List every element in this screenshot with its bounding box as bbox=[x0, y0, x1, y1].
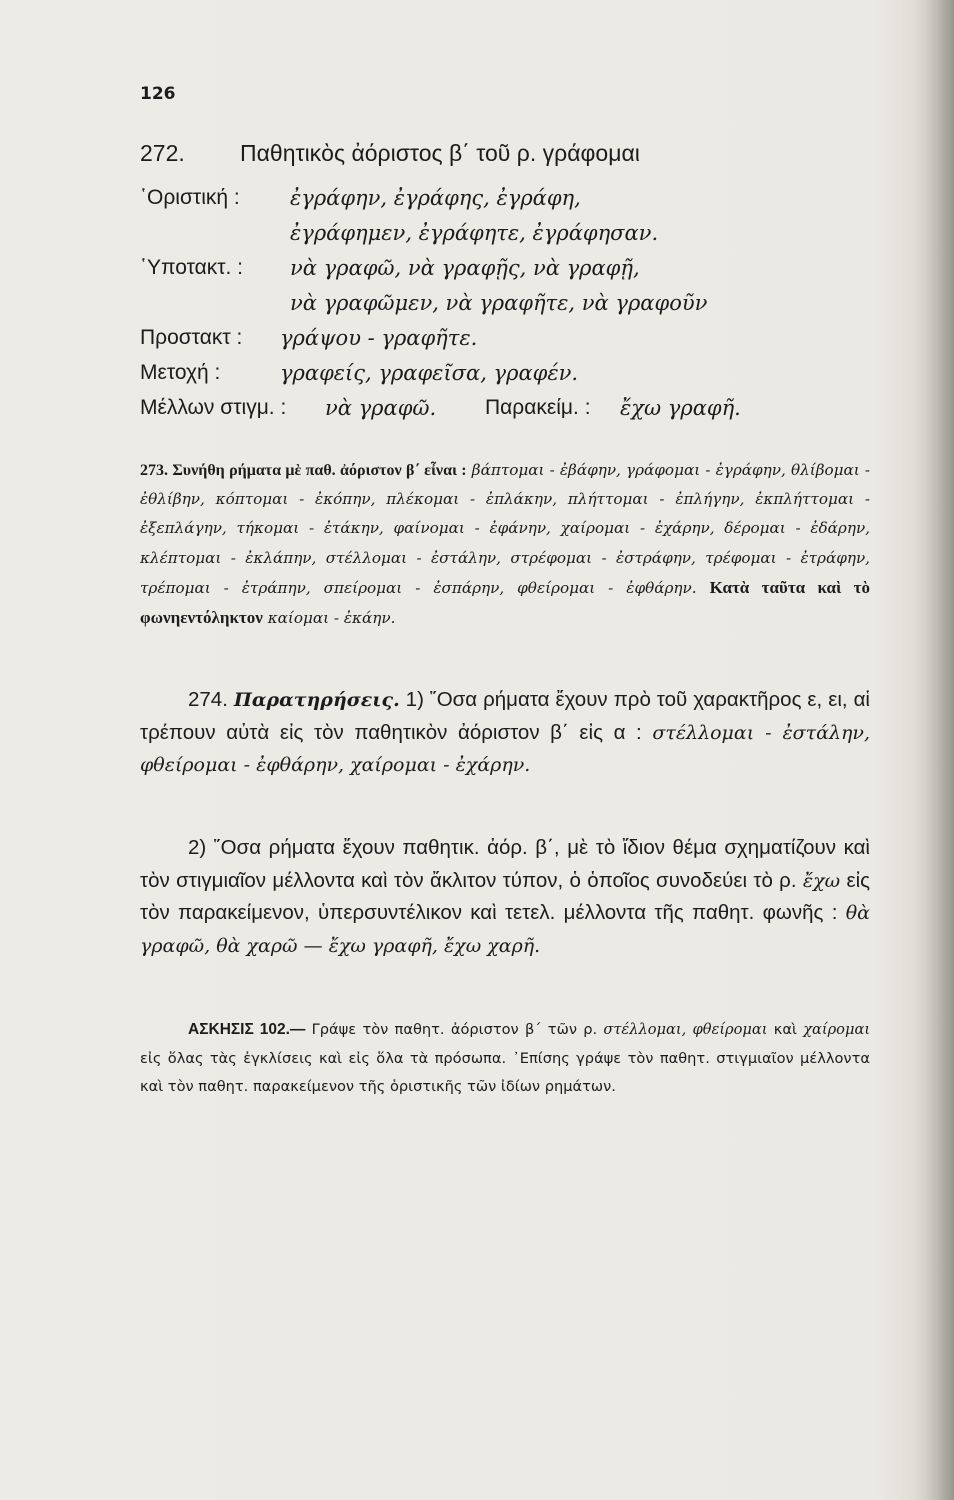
section-272-heading bbox=[140, 140, 640, 167]
conjugation-row bbox=[140, 256, 900, 291]
remark-text: εἰς τὸν παρακείμενον, ὑπερσυντέλικον καὶ τετελ. μέλλοντα τῆς παθητ. φωνῆς : bbox=[140, 868, 871, 925]
mood-label: ῾Οριστική : bbox=[140, 186, 240, 209]
exercise-text: εἰς ὅλας τὰς ἐγκλίσεις καὶ εἰς ὅλα τὰ πρόσωπα. ᾽Επίσης γράψε τὸν παθητ. στιγμιαῖον μέλλοντα καὶ τὸν παθητ. παρακείμενον τῆς ὁριστικῆς τῶν ἰδίων ρημάτων. bbox=[140, 1049, 870, 1095]
remark-echo-word: ἔχω bbox=[802, 869, 841, 892]
verb-forms: ἔχω γραφῆ. bbox=[620, 396, 741, 420]
conjugation-row bbox=[140, 221, 900, 256]
mood-label: ῾Υποτακτ. : bbox=[140, 256, 244, 279]
verb-forms: γραφείς, γραφεῖσα, γραφέν. bbox=[280, 361, 579, 385]
page-edge-shadow bbox=[914, 0, 954, 1500]
conjugation-row bbox=[140, 396, 900, 431]
exercise-text: Γράψε τὸν παθητ. ἀόριστον β΄ τῶν ρ. bbox=[311, 1021, 598, 1038]
verb-forms: ἐγράφην, ἐγράφης, ἐγράφη, bbox=[290, 186, 581, 210]
verb-forms: ἐγράφημεν, ἐγράφητε, ἐγράφησαν. bbox=[290, 221, 659, 245]
page-number: 126 bbox=[140, 84, 176, 104]
remark-examples: θὰ γραφῶ, θὰ χαρῶ — ἔχω γραφῆ, ἔχω χαρῆ. bbox=[140, 902, 870, 957]
verb-forms: νὰ γραφῶ, νὰ γραφῇς, νὰ γραφῇ, bbox=[290, 256, 640, 280]
section-number: 272. bbox=[140, 140, 185, 166]
section-273-tail-example: καίομαι - ἐκάην. bbox=[267, 609, 396, 628]
mood-label: Παρακείμ. : bbox=[485, 396, 591, 419]
conjugation-row bbox=[140, 361, 900, 396]
verb-forms: νὰ γραφῶ. bbox=[325, 396, 437, 420]
exercise-lead: ΑΣΚΗΣΙΣ 102.— bbox=[188, 1021, 306, 1038]
section-274-remark-1 bbox=[140, 684, 870, 782]
verb-forms: νὰ γραφῶμεν, νὰ γραφῆτε, νὰ γραφοῦν bbox=[290, 291, 708, 315]
exercise-102 bbox=[140, 1016, 870, 1102]
section-title: Παθητικὸς ἀόριστος β΄ τοῦ ρ. γράφομαι bbox=[240, 140, 640, 166]
section-273-paragraph bbox=[140, 456, 870, 633]
remark-examples: στέλλομαι - ἐστάλην, φθείρομαι - ἐφθάρην, χαίρομαι - ἐχάρην. bbox=[140, 721, 871, 777]
conjugation-row bbox=[140, 291, 900, 326]
remark-text: 1) ῞Οσα ρήματα ἔχουν πρὸ τοῦ χαρακτῆρος ε, ει, αἱ τρέπουν αὐτὰ εἰς τὸν παθητικὸν ἀόριστον β΄ εἰς α : bbox=[140, 688, 870, 744]
exercise-verbs: στέλλομαι, φθείρομαι bbox=[603, 1021, 768, 1038]
conjugation-row bbox=[140, 186, 900, 221]
conjugation-row bbox=[140, 326, 900, 361]
section-274-remark-2 bbox=[140, 832, 870, 962]
section-273-tail: Κατὰ ταῦτα καὶ τὸ φωνηεντόληκτον bbox=[140, 577, 870, 628]
exercise-and: καὶ bbox=[773, 1021, 797, 1038]
mood-label: Προστακτ : bbox=[140, 326, 243, 349]
mood-label: Μετοχή : bbox=[140, 361, 221, 384]
section-title: Παρατηρήσεις. bbox=[233, 689, 400, 711]
conjugation-table bbox=[140, 186, 900, 431]
verb-forms: γράψου - γραφῆτε. bbox=[280, 326, 478, 350]
mood-label: Μέλλων στιγμ. : bbox=[140, 396, 287, 419]
verb-list: βάπτομαι - ἐβάφην, γράφομαι - ἐγράφην, θλίβομαι - ἐθλίβην, κόπτομαι - ἐκόπην, πλέκομαι - ἐπλάκην, πλήττομαι - ἐπλήγην, ἐκπλήττομαι - ἐξεπλάγην, τήκομαι - ἐτάκην, φαίνομαι - ἐφάνην, χαίρομαι - ἐχάρην, δέρομαι - ἐδάρην, κλέπτομαι - ἐκλάπην, στέλλομαι - ἐστάλην, στρέφομαι - ἐστράφην, τρέφομαι - ἐτράφην, τρέπομαι - ἐτράπην, σπείρομαι - ἐσπάρην, φθείρομαι - ἐφθάρην. bbox=[140, 461, 871, 597]
exercise-verb: χαίρομαι bbox=[803, 1021, 871, 1038]
section-273-lead: 273. Συνήθη ρήματα μὲ παθ. ἀόριστον β΄ εἶναι : bbox=[140, 462, 467, 479]
remark-text: 2) ῞Οσα ρήματα ἔχουν παθητικ. ἀόρ. β΄, μὲ τὸ ἴδιον θέμα σχηματίζουν καὶ τὸν στιγμιαῖον μέλλοντα καὶ τὸν ἄκλιτον τύπον, ὁ ὁποῖος συνοδεύει τὸ ρ. bbox=[140, 836, 870, 892]
section-number: 274. bbox=[188, 688, 228, 711]
